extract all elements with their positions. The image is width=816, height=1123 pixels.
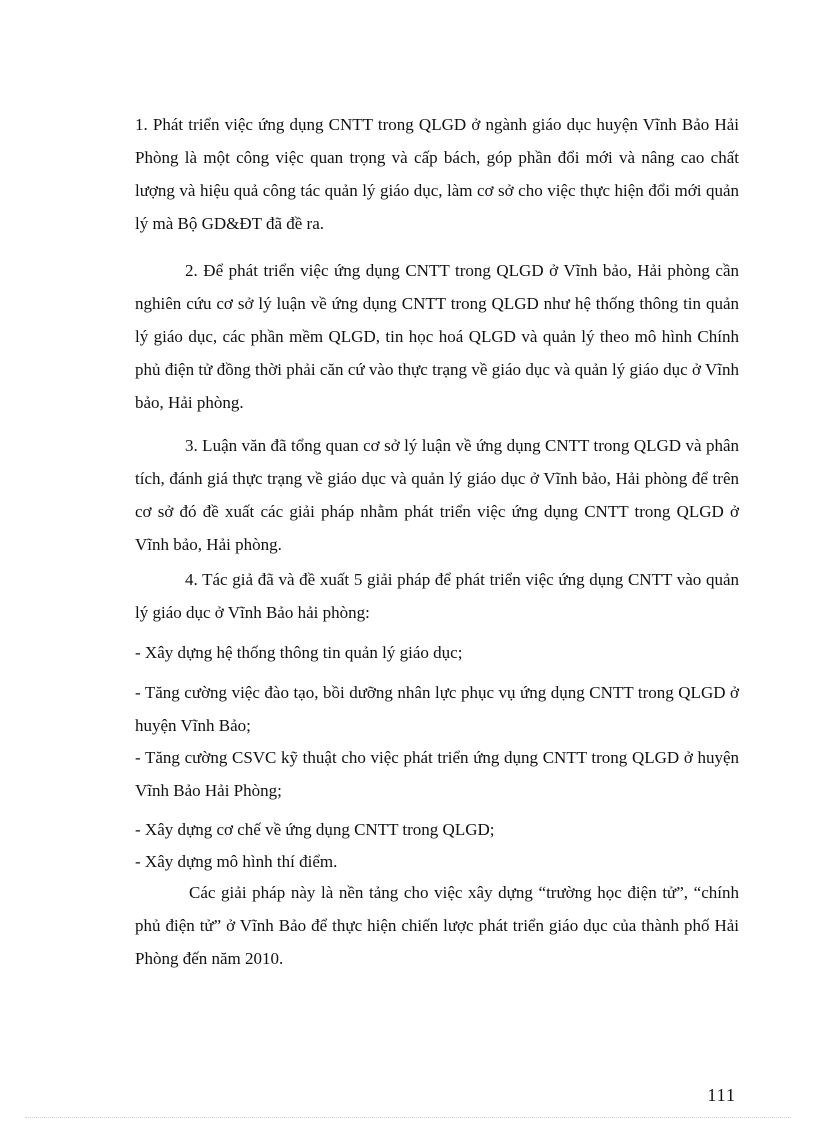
page-number: 111: [707, 1085, 736, 1105]
closing-paragraph: Các giải pháp này là nền tảng cho việc xây dựng “trường học điện tử”, “chính phủ điện tử” ở Vĩnh Bảo để thực hiện chiến lược phát triển giáo dục của thành phố Hải Phòng đến năm 2010.: [135, 883, 739, 968]
solution-list-item: - Tăng cường việc đào tạo, bồi dưỡng nhân lực phục vụ ứng dụng CNTT trong QLGD ở huyện Vĩnh Bảo;: [135, 683, 739, 735]
solution-list-item: - Tăng cường CSVC kỹ thuật cho việc phát triển ứng dụng CNTT trong QLGD ở huyện Vĩnh Bảo Hải Phòng;: [135, 748, 739, 800]
conclusion-paragraph-4: 4. Tác giả đã và đề xuất 5 giải pháp để phát triển việc ứng dụng CNTT vào quản lý giáo dục ở Vĩnh Bảo hải phòng:: [135, 570, 739, 622]
conclusion-paragraph-1: 1. Phát triển việc ứng dụng CNTT trong QLGD ở ngành giáo dục huyện Vĩnh Bảo Hải Phòng là một công việc quan trọng và cấp bách, góp phần đổi mới và nâng cao chất lượng và hiệu quả công tác quản lý giáo dục, làm cơ sở cho việc thực hiện đổi mới quản lý mà Bộ GD&ĐT đã đề ra.: [135, 115, 739, 233]
conclusion-paragraph-2: 2. Để phát triển việc ứng dụng CNTT trong QLGD ở Vĩnh bảo, Hải phòng cần nghiên cứu cơ sở lý luận về ứng dụng CNTT trong QLGD như hệ thống thông tin quản lý giáo dục, các phần mềm QLGD, tin học hoá QLGD và quản lý theo mô hình Chính phủ điện tử đồng thời phải căn cứ vào thực trạng về giáo dục và quản lý giáo dục ở Vĩnh bảo, Hải phòng.: [135, 261, 739, 412]
footer-divider: [25, 1117, 791, 1118]
solution-list-item: - Xây dựng cơ chế về ứng dụng CNTT trong QLGD;: [135, 820, 495, 839]
solution-list-item: - Xây dựng hệ thống thông tin quản lý giáo dục;: [135, 643, 463, 662]
solution-list-item: - Xây dựng mô hình thí điểm.: [135, 852, 338, 871]
conclusion-paragraph-3: 3. Luận văn đã tổng quan cơ sở lý luận về ứng dụng CNTT trong QLGD và phân tích, đánh giá thực trạng về giáo dục và quản lý giáo dục ở Vĩnh bảo, Hải phòng để trên cơ sở đó đề xuất các giải pháp nhằm phát triển việc ứng dụng CNTT trong QLGD ở Vĩnh bảo, Hải phòng.: [135, 436, 739, 554]
